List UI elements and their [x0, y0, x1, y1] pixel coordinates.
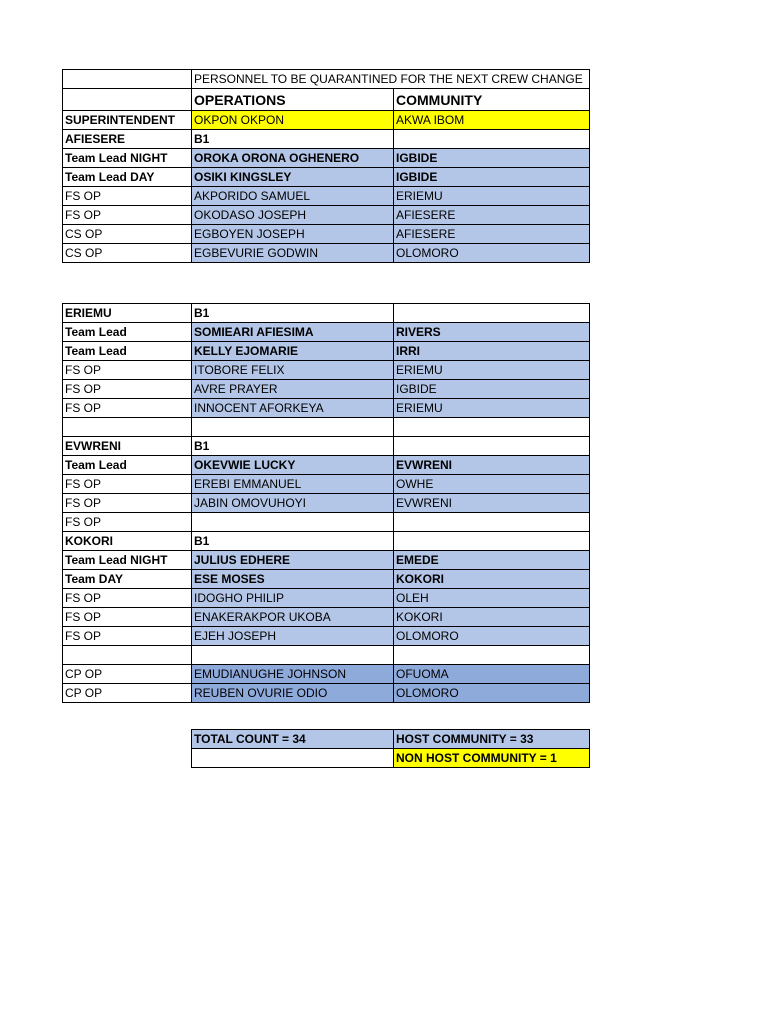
name-cell: EJEH JOSEPH — [192, 627, 394, 646]
role-cell: FS OP — [63, 589, 192, 608]
col-header-operations: OPERATIONS — [192, 89, 394, 111]
community-cell: IRRI — [394, 342, 590, 361]
batch-cell: B1 — [192, 437, 394, 456]
community-cell: AKWA IBOM — [394, 111, 590, 130]
role-cell: SUPERINTENDENT — [63, 111, 192, 130]
community-cell: RIVERS — [394, 323, 590, 342]
total-count-cell: TOTAL COUNT = 34 — [192, 730, 394, 749]
name-cell: IDOGHO PHILIP — [192, 589, 394, 608]
community-cell: IGBIDE — [394, 380, 590, 399]
header-empty-cell — [63, 70, 192, 89]
batch-cell: B1 — [192, 130, 394, 149]
name-cell: OSIKI KINGSLEY — [192, 168, 394, 187]
community-cell — [394, 532, 590, 551]
role-cell: FS OP — [63, 206, 192, 225]
name-cell: REUBEN OVURIE ODIO — [192, 684, 394, 703]
empty-cell — [192, 749, 394, 768]
quarantine-table-afiesere — [62, 69, 590, 263]
role-cell: FS OP — [63, 513, 192, 532]
community-cell: OWHE — [394, 475, 590, 494]
name-cell: OROKA ORONA OGHENERO — [192, 149, 394, 168]
community-cell: IGBIDE — [394, 168, 590, 187]
role-cell: FS OP — [63, 380, 192, 399]
role-cell: FS OP — [63, 494, 192, 513]
name-cell: OKEVWIE LUCKY — [192, 456, 394, 475]
community-cell: IGBIDE — [394, 149, 590, 168]
role-cell: Team Lead — [63, 342, 192, 361]
community-cell: OLOMORO — [394, 627, 590, 646]
community-cell — [394, 513, 590, 532]
site-cell: KOKORI — [63, 532, 192, 551]
header-empty-cell — [63, 89, 192, 111]
community-cell: EMEDE — [394, 551, 590, 570]
role-cell: Team DAY — [63, 570, 192, 589]
community-cell: EVWRENI — [394, 456, 590, 475]
community-cell: ERIEMU — [394, 399, 590, 418]
site-cell: ERIEMU — [63, 304, 192, 323]
role-cell: FS OP — [63, 475, 192, 494]
role-cell: FS OP — [63, 608, 192, 627]
name-cell: ESE MOSES — [192, 570, 394, 589]
role-cell: Team Lead NIGHT — [63, 551, 192, 570]
summary-table — [191, 729, 590, 768]
name-cell: EGBEVURIE GODWIN — [192, 244, 394, 263]
community-cell: OLOMORO — [394, 684, 590, 703]
name-cell: OKODASO JOSEPH — [192, 206, 394, 225]
community-cell: OLOMORO — [394, 244, 590, 263]
role-cell: FS OP — [63, 361, 192, 380]
community-cell: OFUOMA — [394, 665, 590, 684]
batch-cell: B1 — [192, 532, 394, 551]
quarantine-table-sites — [62, 303, 590, 703]
host-community-cell: HOST COMMUNITY = 33 — [394, 730, 590, 749]
community-cell: ERIEMU — [394, 361, 590, 380]
name-cell: EGBOYEN JOSEPH — [192, 225, 394, 244]
role-cell: CP OP — [63, 684, 192, 703]
name-cell: JABIN OMOVUHOYI — [192, 494, 394, 513]
role-cell: Team Lead — [63, 456, 192, 475]
col-header-community: COMMUNITY — [394, 89, 590, 111]
empty-cell — [63, 418, 192, 437]
name-cell: SOMIEARI AFIESIMA — [192, 323, 394, 342]
role-cell: FS OP — [63, 187, 192, 206]
name-cell — [192, 513, 394, 532]
name-cell: AKPORIDO SAMUEL — [192, 187, 394, 206]
name-cell: EMUDIANUGHE JOHNSON — [192, 665, 394, 684]
community-cell: KOKORI — [394, 608, 590, 627]
role-cell: FS OP — [63, 627, 192, 646]
name-cell: KELLY EJOMARIE — [192, 342, 394, 361]
community-cell — [394, 437, 590, 456]
role-cell: CP OP — [63, 665, 192, 684]
role-cell: FS OP — [63, 399, 192, 418]
batch-cell: B1 — [192, 304, 394, 323]
site-cell: AFIESERE — [63, 130, 192, 149]
role-cell: CS OP — [63, 225, 192, 244]
non-host-community-cell: NON HOST COMMUNITY = 1 — [394, 749, 590, 768]
site-cell: EVWRENI — [63, 437, 192, 456]
community-cell — [394, 130, 590, 149]
community-cell — [394, 304, 590, 323]
name-cell: EREBI EMMANUEL — [192, 475, 394, 494]
role-cell: CS OP — [63, 244, 192, 263]
empty-cell — [63, 646, 192, 665]
community-cell: ERIEMU — [394, 187, 590, 206]
name-cell: INNOCENT AFORKEYA — [192, 399, 394, 418]
name-cell: AVRE PRAYER — [192, 380, 394, 399]
community-cell: OLEH — [394, 589, 590, 608]
empty-cell — [192, 646, 394, 665]
role-cell: Team Lead NIGHT — [63, 149, 192, 168]
community-cell: AFIESERE — [394, 206, 590, 225]
name-cell: ITOBORE FELIX — [192, 361, 394, 380]
empty-cell — [394, 418, 590, 437]
role-cell: Team Lead DAY — [63, 168, 192, 187]
community-cell: KOKORI — [394, 570, 590, 589]
name-cell: OKPON OKPON — [192, 111, 394, 130]
name-cell: JULIUS EDHERE — [192, 551, 394, 570]
community-cell: EVWRENI — [394, 494, 590, 513]
empty-cell — [192, 418, 394, 437]
name-cell: ENAKERAKPOR UKOBA — [192, 608, 394, 627]
community-cell: AFIESERE — [394, 225, 590, 244]
header-title: PERSONNEL TO BE QUARANTINED FOR THE NEXT CREW CHANGE — [192, 70, 590, 89]
role-cell: Team Lead — [63, 323, 192, 342]
empty-cell — [394, 646, 590, 665]
